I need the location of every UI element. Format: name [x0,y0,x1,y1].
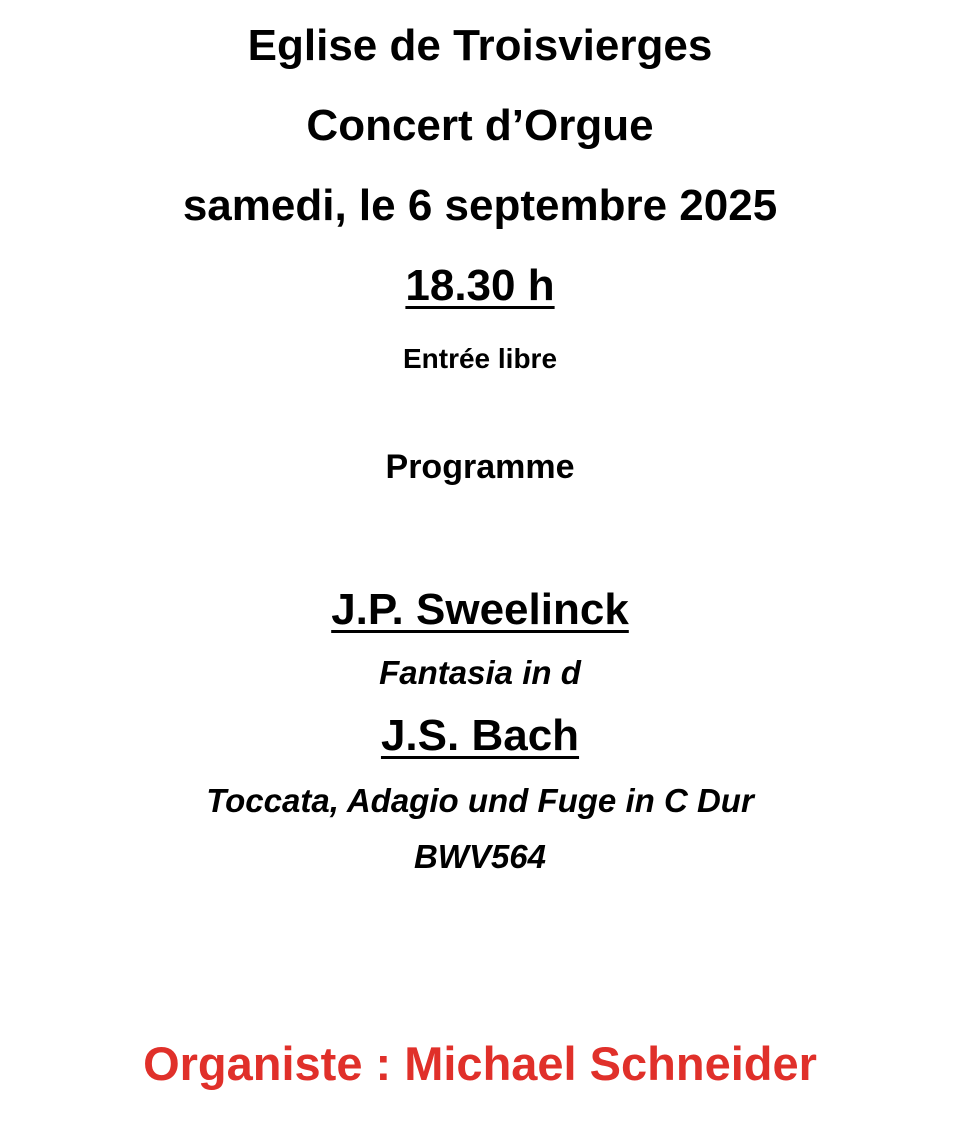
admission-note: Entrée libre [402,343,558,374]
programme-heading: Programme [385,448,575,486]
organist-credit: Organiste : Michael Schneider [143,1037,817,1090]
event-title: Concert d’Orgue [306,101,654,150]
event-time: 18.30 h [405,261,555,310]
work-catalog-number: BWV564 [413,838,547,875]
composer-name: J.S. Bach [380,711,580,760]
work-title: Toccata, Adagio und Fuge in C Dur [206,782,754,819]
composer-name: J.P. Sweelinck [331,585,629,634]
church-name: Eglise de Troisvierges [247,21,713,70]
work-title: Fantasia in d [379,654,581,691]
event-date: samedi, le 6 septembre 2025 [182,181,778,230]
